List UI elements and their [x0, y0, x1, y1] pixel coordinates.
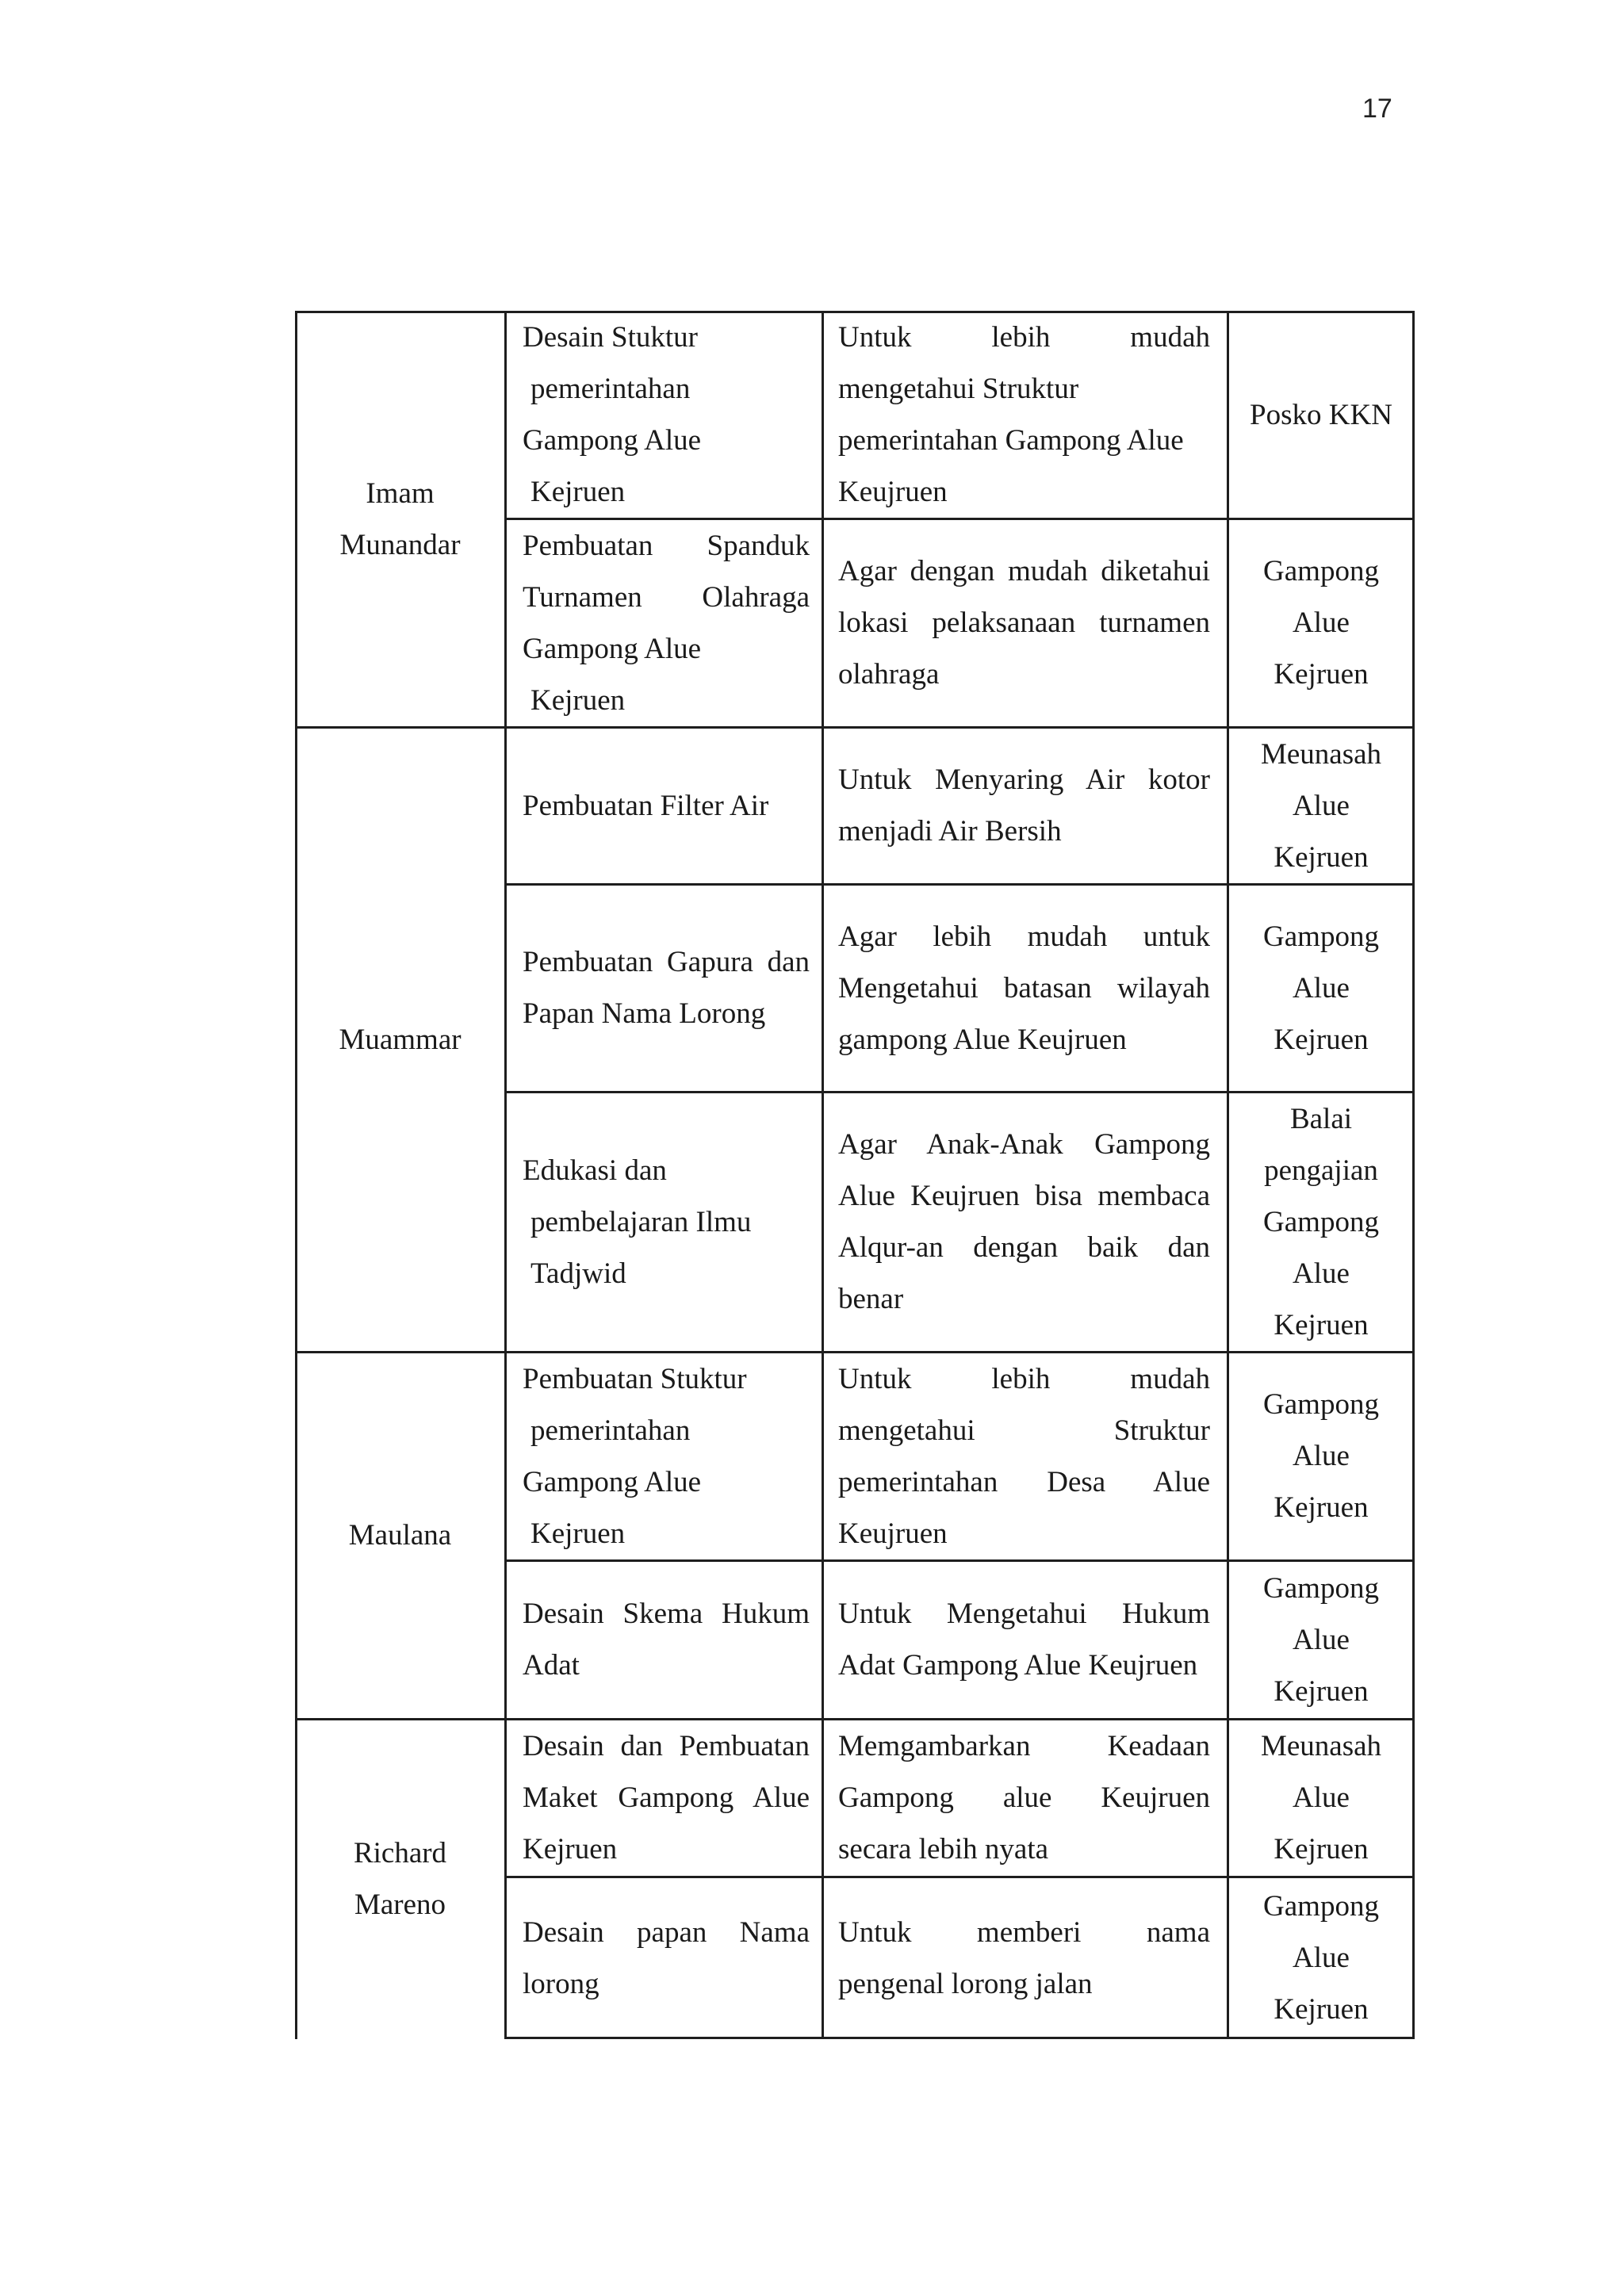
cell-line: menjadi Air Bersih	[838, 815, 1062, 848]
cell-line: Meunasah	[1260, 1730, 1382, 1762]
cell-line: Kejruen	[1274, 1674, 1369, 1708]
member-name	[295, 1719, 505, 2039]
cell-line: Alue	[1293, 1781, 1350, 1814]
cell-line: Alue	[1293, 607, 1350, 639]
activity-cell	[505, 1092, 822, 1352]
member-name	[295, 727, 505, 1352]
cell-line: Imam	[366, 476, 435, 510]
cell-line: Maket Gampong Alue	[523, 1781, 810, 1814]
cell-line: lorong	[523, 1967, 599, 2000]
cell-line: Tadjwid	[530, 1257, 626, 1290]
cell-line: Kejruen	[530, 1517, 626, 1550]
cell-line: Gampong alue Keujruen	[838, 1781, 1210, 1814]
goal-cell	[822, 1352, 1228, 1560]
cell-line: Alue Keujruen bisa membaca	[838, 1180, 1210, 1212]
cell-line: Desain dan Pembuatan	[523, 1730, 810, 1762]
table-left-border	[295, 311, 297, 2039]
item-divider	[505, 883, 1415, 886]
cell-line: Mengetahui batasan wilayah	[838, 971, 1210, 1004]
cell-line: Gampong	[1263, 1890, 1379, 1923]
cell-line: Alue	[1293, 1942, 1350, 1974]
cell-line: pemerintahan Gampong Alue	[838, 424, 1184, 457]
cell-line: Munandar	[339, 528, 461, 561]
cell-line: olahraga	[838, 658, 940, 691]
column-divider	[504, 311, 507, 2039]
goal-cell	[822, 1719, 1228, 1877]
cell-line: benar	[838, 1283, 904, 1315]
cell-line: Pembuatan Filter Air	[523, 789, 769, 822]
cell-line: Gampong Alue	[523, 424, 702, 457]
cell-line: Edukasi dan	[523, 1154, 667, 1187]
cell-line: Desain Skema Hukum	[523, 1598, 810, 1630]
cell-line: Kejruen	[1274, 840, 1369, 874]
cell-line: Memgambarkan Keadaan	[838, 1730, 1210, 1762]
goal-cell	[822, 519, 1228, 727]
cell-line: Untuk Mengetahui Hukum	[838, 1598, 1210, 1630]
cell-line: Untuk Menyaring Air kotor	[838, 763, 1210, 796]
cell-line: Kejruen	[1274, 1308, 1369, 1341]
goal-cell	[822, 1560, 1228, 1719]
cell-line: Gampong Alue	[523, 1465, 702, 1498]
cell-line: Gampong	[1263, 920, 1379, 953]
cell-line: Agar lebih mudah untuk	[838, 920, 1210, 953]
cell-line: pengenal lorong jalan	[838, 1967, 1093, 2000]
page-number: 17	[1362, 94, 1392, 124]
location-cell	[1228, 727, 1415, 884]
location-cell	[1228, 519, 1415, 727]
cell-line: Mareno	[354, 1888, 446, 1921]
cell-line: Papan Nama Lorong	[523, 997, 766, 1030]
cell-line: Gampong	[1263, 555, 1379, 587]
activity-cell	[505, 727, 822, 884]
cell-line: pemerintahan	[530, 373, 691, 405]
column-divider	[1227, 311, 1229, 2039]
cell-line: Pembuatan Spanduk	[523, 529, 810, 562]
cell-line: mengetahui Struktur	[838, 1414, 1210, 1447]
cell-line: Balai	[1289, 1102, 1353, 1135]
cell-line: secara lebih nyata	[838, 1833, 1049, 1866]
location-cell	[1228, 884, 1415, 1092]
item-divider	[505, 1559, 1415, 1562]
cell-line: Gampong	[1263, 1571, 1379, 1605]
cell-line: Kejruen	[1274, 1023, 1369, 1056]
member-name	[295, 1352, 505, 1719]
cell-line: Richard	[353, 1837, 447, 1869]
cell-line: Untuk lebih mudah	[838, 321, 1210, 354]
location-cell	[1228, 311, 1415, 519]
cell-line: Posko KKN	[1250, 398, 1392, 431]
goal-cell	[822, 727, 1228, 884]
cell-line: Gampong Alue	[523, 632, 702, 665]
goal-cell	[822, 1092, 1228, 1352]
item-divider	[505, 1876, 1415, 1878]
goal-cell	[822, 1877, 1228, 2039]
cell-line: Desain papan Nama	[523, 1915, 810, 1949]
activity-table	[295, 311, 1415, 2039]
cell-line: pemerintahan	[530, 1414, 691, 1447]
activity-cell	[505, 519, 822, 727]
cell-line: Alqur-an dengan baik dan	[838, 1231, 1210, 1264]
cell-line: Turnamen Olahraga	[523, 580, 810, 614]
cell-line: pembelajaran Ilmu	[530, 1205, 752, 1238]
activity-cell	[505, 1352, 822, 1560]
cell-line: Kejruen	[1274, 1993, 1369, 2026]
cell-line: Alue	[1293, 1440, 1350, 1472]
location-cell	[1228, 1092, 1415, 1352]
cell-line: Alue	[1293, 789, 1350, 822]
cell-line: Keujruen	[838, 476, 948, 508]
cell-line: Alue	[1293, 1623, 1350, 1656]
activity-cell	[505, 884, 822, 1092]
location-cell	[1228, 1877, 1415, 2039]
cell-line: pemerintahan Desa Alue	[838, 1465, 1210, 1498]
table-bottom-border	[505, 2037, 1415, 2039]
cell-line: Kejruen	[530, 683, 626, 717]
cell-line: Maulana	[348, 1519, 452, 1552]
cell-line: Agar dengan mudah diketahui	[838, 555, 1210, 587]
location-cell	[1228, 1560, 1415, 1719]
cell-line: Gampong	[1263, 1388, 1379, 1421]
cell-line: Alue	[1293, 1257, 1350, 1290]
item-divider	[505, 518, 1415, 520]
activity-cell	[505, 311, 822, 519]
activity-cell	[505, 1877, 822, 2039]
cell-line: Untuk memberi nama	[838, 1915, 1210, 1949]
cell-line: Desain Stuktur	[523, 321, 698, 354]
table-top-border	[295, 311, 1415, 313]
cell-line: Adat	[523, 1649, 580, 1682]
cell-line: Pembuatan Stuktur	[523, 1362, 747, 1395]
cell-line: Muammar	[339, 1023, 462, 1056]
table-right-border	[1412, 311, 1415, 2039]
cell-line: lokasi pelaksanaan turnamen	[838, 607, 1210, 639]
member-name	[295, 311, 505, 727]
activity-cell	[505, 1719, 822, 1877]
item-divider	[505, 1091, 1415, 1093]
cell-line: Adat Gampong Alue Keujruen	[838, 1649, 1198, 1682]
goal-cell	[822, 884, 1228, 1092]
cell-line: pengajian	[1264, 1154, 1378, 1187]
cell-line: gampong Alue Keujruen	[838, 1023, 1127, 1056]
activity-cell	[505, 1560, 822, 1719]
cell-line: Kejruen	[1274, 1491, 1369, 1524]
cell-line: Kejruen	[1274, 658, 1369, 691]
cell-line: Kejruen	[1274, 1833, 1369, 1866]
cell-line: Pembuatan Gapura dan	[523, 946, 810, 978]
cell-line: Agar Anak-Anak Gampong	[838, 1128, 1210, 1161]
cell-line: Kejruen	[530, 476, 626, 508]
cell-line: Kejruen	[523, 1833, 618, 1866]
cell-line: Untuk lebih mudah	[838, 1362, 1210, 1395]
column-divider	[822, 311, 824, 2039]
cell-line: Alue	[1293, 971, 1350, 1004]
location-cell	[1228, 1352, 1415, 1560]
cell-line: mengetahui Struktur	[838, 373, 1079, 405]
cell-line: Gampong	[1263, 1205, 1379, 1238]
goal-cell	[822, 311, 1228, 519]
cell-line: Keujruen	[838, 1517, 948, 1550]
cell-line: Meunasah	[1260, 737, 1382, 771]
location-cell	[1228, 1719, 1415, 1877]
